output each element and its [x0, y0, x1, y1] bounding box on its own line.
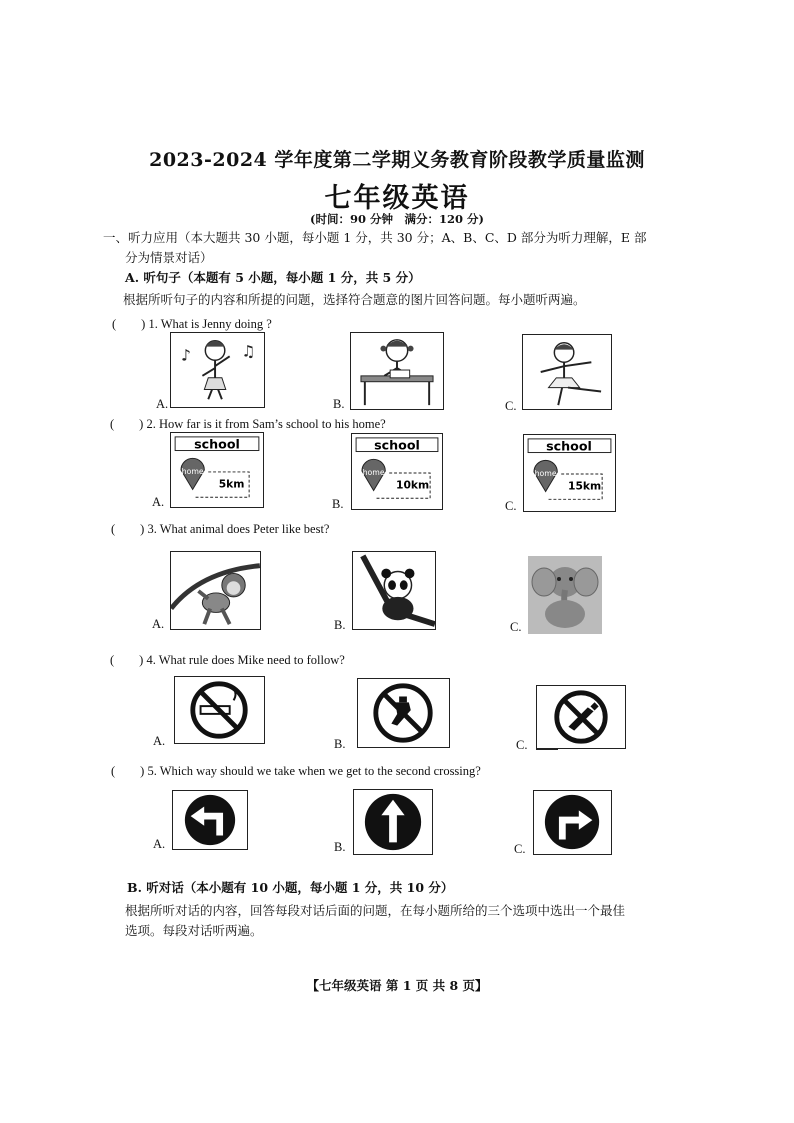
school-label: school: [374, 437, 420, 453]
option-label: C.: [505, 399, 517, 413]
option-label: B.: [332, 497, 344, 511]
question-text: 3. What animal does Peter like best?: [147, 522, 330, 536]
distance-label: 15km: [568, 479, 602, 493]
answer-bracket[interactable]: ( ): [110, 417, 144, 431]
turn-right-sign-icon[interactable]: [533, 790, 612, 855]
question-text: 2. How far is it from Sam’s school to his home?: [146, 417, 386, 431]
svg-text:♪: ♪: [180, 346, 191, 365]
no-drinking-sign-icon[interactable]: [536, 685, 626, 749]
option-label: C.: [514, 842, 526, 856]
singing-girl-icon[interactable]: [170, 332, 265, 408]
answer-bracket[interactable]: ( ): [111, 522, 145, 536]
section-heading-cont: 分为情景对话）: [125, 250, 213, 265]
option-label: A.: [152, 617, 165, 631]
question-5: [111, 761, 481, 779]
part-a-heading: A. 听句子（本题有 5 小题，每小题 1 分，共 5 分）: [125, 270, 421, 285]
part-b-instruction-cont: 选项。每段对话听两遍。: [125, 923, 263, 938]
option-label: C.: [516, 738, 528, 752]
question-text: 1. What is Jenny doing ?: [148, 317, 272, 331]
part-b-instruction: 根据所听对话的内容，回答每段对话后面的问题，在每小题所给的三个选项中选出一个最佳: [125, 903, 626, 918]
option-label: A.: [156, 397, 169, 411]
question-text: 5. Which way should we take when we get to the second crossing?: [147, 764, 481, 778]
turn-left-sign-icon[interactable]: [172, 790, 248, 850]
home-label: home: [181, 466, 204, 476]
distance-label: 10km: [395, 478, 430, 492]
question-text: 4. What rule does Mike need to follow?: [146, 653, 345, 667]
distance-label: 5km: [218, 477, 245, 491]
option-label: A.: [153, 734, 166, 748]
option-label: A.: [153, 837, 166, 851]
option-label: B.: [334, 618, 346, 632]
home-label: home: [534, 468, 557, 478]
elephant-icon[interactable]: [528, 556, 602, 634]
go-straight-sign-icon[interactable]: [353, 789, 433, 855]
part-a-instruction: 根据所听句子的内容和所提的问题，选择符合题意的图片回答问题。每小题听两遍。: [123, 292, 586, 307]
answer-bracket[interactable]: ( ): [110, 653, 144, 667]
option-label: B.: [334, 737, 346, 751]
section-heading: 一、听力应用（本大题共 30 小题，每小题 1 分，共 30 分；A、B、C、D 部分为听力理解，E 部: [103, 230, 647, 245]
no-smoking-sign-icon[interactable]: [174, 676, 265, 744]
option-label: C.: [505, 499, 517, 513]
school-home-map-15km-icon[interactable]: [523, 434, 616, 512]
question-3: [111, 519, 329, 537]
answer-bracket[interactable]: ( ): [111, 764, 145, 778]
home-label: home: [362, 467, 385, 477]
option-label: A.: [152, 495, 165, 509]
question-4: [110, 650, 345, 668]
answer-bracket[interactable]: ( ): [112, 317, 146, 331]
option-label: B.: [333, 397, 345, 411]
no-littering-sign-icon[interactable]: [357, 678, 450, 748]
subject-title: 七年级英语: [324, 183, 470, 214]
studying-girl-icon[interactable]: [350, 332, 444, 410]
school-home-map-10km-icon[interactable]: [351, 433, 443, 510]
school-label: school: [546, 438, 592, 454]
question-1: [112, 314, 272, 332]
exam-title: 2023-2024 学年度第二学期义务教育阶段教学质量监测: [149, 149, 645, 171]
school-home-map-5km-icon[interactable]: [170, 432, 264, 508]
school-label: school: [194, 436, 240, 452]
time-score-info: (时间：90 分钟 满分：120 分): [310, 212, 484, 226]
option-label: C.: [510, 620, 522, 634]
option-label: B.: [334, 840, 346, 854]
monkey-icon[interactable]: [170, 551, 261, 630]
page-footer: 【七年级英语 第 1 页 共 8 页】: [306, 978, 488, 993]
panda-icon[interactable]: [352, 551, 436, 630]
svg-text:♫: ♫: [241, 342, 256, 361]
part-b-heading: B. 听对话（本小题有 10 小题，每小题 1 分，共 10 分）: [127, 880, 454, 895]
question-2: [110, 414, 386, 432]
dancing-girl-icon[interactable]: [522, 334, 612, 410]
